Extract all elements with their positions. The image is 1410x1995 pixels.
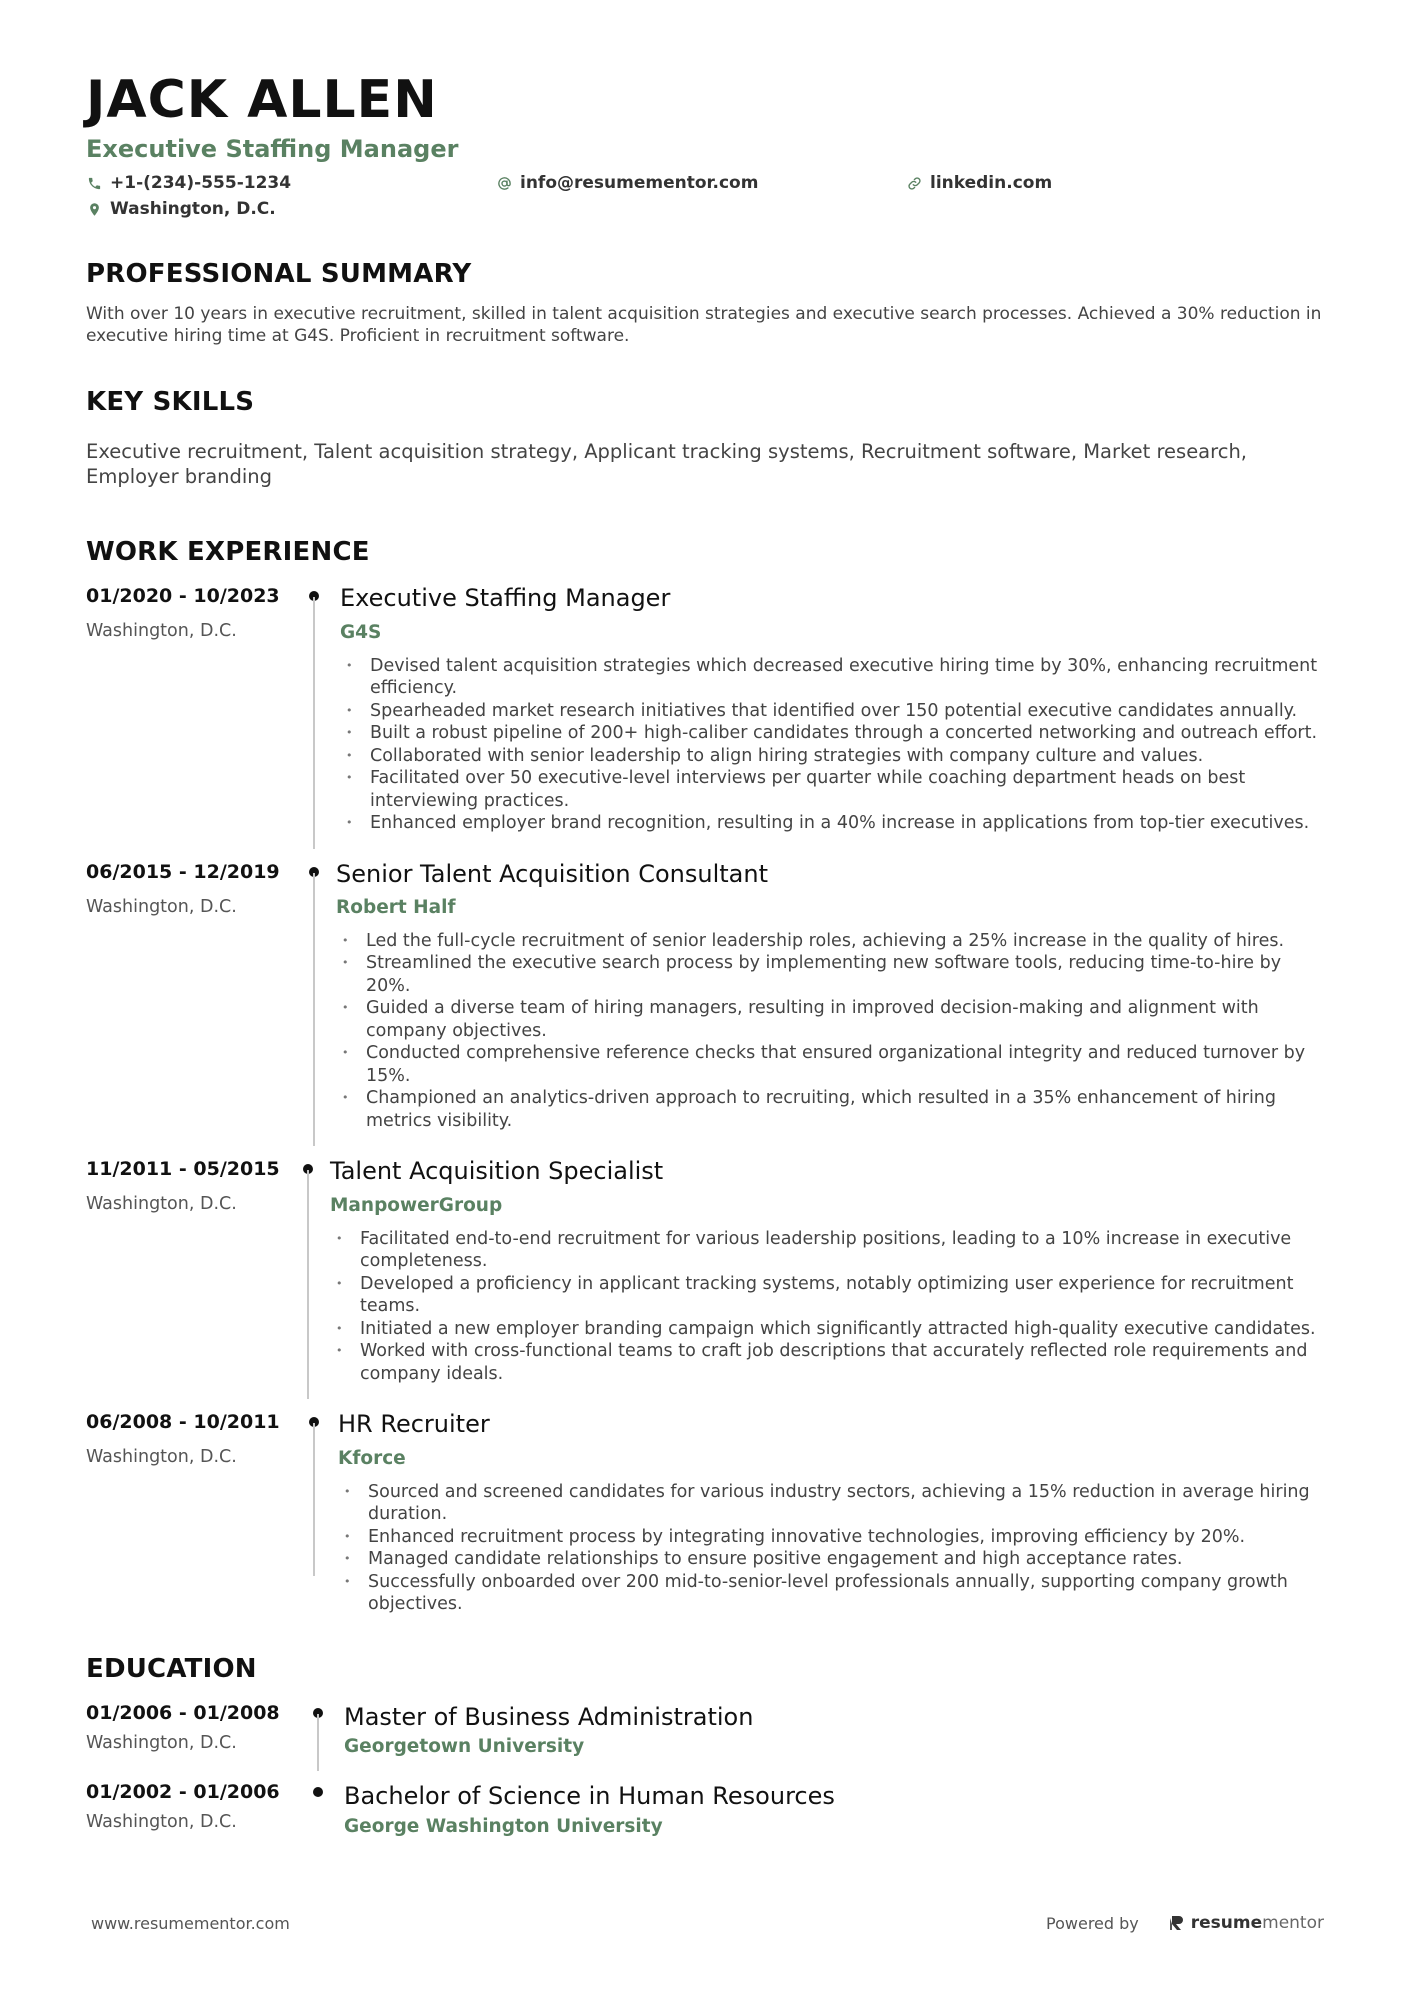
page-footer <box>91 1913 1324 1933</box>
education-meta <box>86 1781 286 1836</box>
experience-bullets <box>338 1481 1324 1616</box>
experience-details <box>340 585 1324 834</box>
at-icon <box>496 175 512 191</box>
experience-company: Kforce <box>338 1447 406 1469</box>
education-school: George Washington University <box>344 1815 663 1837</box>
experience-details <box>336 861 1324 1133</box>
timeline-rail <box>286 585 340 834</box>
education-heading: EDUCATION <box>86 1653 257 1684</box>
experience-dates: 06/2015 - 12/2019 <box>86 860 280 883</box>
experience-bullets <box>330 1228 1324 1386</box>
bullet-item: • Worked with cross-functional teams to craft job descriptions that accurately reflected role requirements and company ideals. <box>330 1340 1324 1385</box>
timeline-dot <box>313 1787 323 1797</box>
contact-phone <box>86 173 496 193</box>
powered-by <box>1046 1913 1324 1933</box>
experience-meta <box>86 861 286 1133</box>
education-dates: 01/2002 - 01/2006 <box>86 1781 280 1804</box>
experience-entry <box>86 585 1324 834</box>
bullet-item: • Facilitated over 50 executive-level interviews per quarter while coaching department heads on best interviewing practices. <box>340 767 1324 812</box>
education-school: Georgetown University <box>344 1736 585 1758</box>
timeline-line <box>317 1714 319 1771</box>
link-icon <box>906 175 922 191</box>
experience-location: Washington, D.C. <box>86 1194 237 1215</box>
experience-details <box>330 1158 1324 1385</box>
bullet-item: • Streamlined the executive search process by implementing new software tools, reducing time-to-hire by 20%. <box>336 952 1324 997</box>
experience-entry <box>86 1158 1324 1385</box>
experience-meta <box>86 1411 286 1615</box>
bullet-item: • Enhanced employer brand recognition, resulting in a 40% increase in applications from top-tier executives. <box>340 812 1324 835</box>
brand-name-b: mentor <box>1262 1913 1324 1933</box>
bullet-item: • Initiated a new employer branding campaign which significantly attracted high-quality executive candidates. <box>330 1318 1324 1341</box>
contact-linkedin <box>906 173 1206 193</box>
experience-location: Washington, D.C. <box>86 896 237 917</box>
education-details <box>344 1781 1324 1836</box>
experience-bullets <box>336 930 1324 1133</box>
linkedin-text: linkedin.com <box>930 173 1053 194</box>
summary-heading: PROFESSIONAL SUMMARY <box>86 259 472 290</box>
location-text: Washington, D.C. <box>110 199 276 220</box>
experience-list <box>86 585 1324 1616</box>
timeline-line <box>307 1170 309 1399</box>
bullet-item: • Managed candidate relationships to ensure positive engagement and high acceptance rates. <box>338 1548 1324 1571</box>
experience-role: Senior Talent Acquisition Consultant <box>336 859 768 888</box>
experience-role: Executive Staffing Manager <box>340 584 671 613</box>
bullet-item: • Collaborated with senior leadership to align hiring strategies with company culture and values. <box>340 745 1324 768</box>
experience-entry <box>86 1411 1324 1615</box>
timeline-rail <box>286 1411 338 1615</box>
experience-bullets <box>340 655 1324 835</box>
powered-by-label: Powered by <box>1046 1913 1139 1933</box>
timeline-line <box>313 597 315 848</box>
skills-text: Executive recruitment, Talent acquisition strategy, Applicant tracking systems, Recruitment software, Market research, Employer branding <box>86 440 1248 489</box>
experience-company: Robert Half <box>336 896 456 918</box>
bullet-item: • Enhanced recruitment process by integrating innovative technologies, improving efficiency by 20%. <box>338 1526 1324 1549</box>
summary-text: With over 10 years in executive recruitment, skilled in talent acquisition strategies and executive search processes. Achieved a 30% reduction in executive hiring time at G4S. Proficient in recruitment software. <box>86 304 1322 347</box>
skills-heading: KEY SKILLS <box>86 387 255 418</box>
bullet-item: • Led the full-cycle recruitment of senior leadership roles, achieving a 25% increase in the quality of hires. <box>336 930 1324 953</box>
education-degree: Master of Business Administration <box>344 1702 754 1731</box>
education-entry <box>86 1781 1324 1836</box>
bullet-item: • Conducted comprehensive reference checks that ensured organizational integrity and reduced turnover by 15%. <box>336 1042 1324 1087</box>
experience-role: Talent Acquisition Specialist <box>330 1157 664 1186</box>
education-details <box>344 1702 1324 1757</box>
bullet-item: • Developed a proficiency in applicant tracking systems, notably optimizing user experience for recruitment teams. <box>330 1273 1324 1318</box>
experience-dates: 11/2011 - 05/2015 <box>86 1158 280 1181</box>
contact-info <box>86 173 1324 219</box>
brand-logo[interactable] <box>1169 1913 1324 1933</box>
experience-role: HR Recruiter <box>338 1410 490 1439</box>
bullet-item: • Guided a diverse team of hiring managers, resulting in improved decision-making and alignment with company objectives. <box>336 997 1324 1042</box>
resumementor-logo-icon <box>1169 1914 1185 1932</box>
experience-location: Washington, D.C. <box>86 1447 237 1468</box>
bullet-item: • Facilitated end-to-end recruitment for various leadership positions, leading to a 10% increase in executive completeness. <box>330 1228 1324 1273</box>
education-entry <box>86 1702 1324 1757</box>
education-degree: Bachelor of Science in Human Resources <box>344 1782 835 1811</box>
bullet-item: • Spearheaded market research initiatives that identified over 150 potential executive candidates annually. <box>340 700 1324 723</box>
experience-details <box>338 1411 1324 1615</box>
education-dates: 01/2006 - 01/2008 <box>86 1701 280 1724</box>
education-meta <box>86 1702 286 1757</box>
education-list <box>86 1702 1324 1837</box>
timeline-rail <box>286 861 336 1133</box>
experience-heading: WORK EXPERIENCE <box>86 537 370 568</box>
timeline-rail <box>286 1781 344 1836</box>
experience-entry <box>86 861 1324 1133</box>
contact-email <box>496 173 906 193</box>
experience-company: ManpowerGroup <box>330 1194 503 1216</box>
timeline-rail <box>286 1702 344 1757</box>
location-pin-icon <box>86 201 102 217</box>
experience-dates: 01/2020 - 10/2023 <box>86 585 280 608</box>
experience-company: G4S <box>340 621 382 643</box>
bullet-item: • Sourced and screened candidates for various industry sectors, achieving a 15% reduction in average hiring duration. <box>338 1481 1324 1526</box>
experience-location: Washington, D.C. <box>86 621 237 642</box>
candidate-name: JACK ALLEN <box>86 70 438 130</box>
phone-text: +1-(234)-555-1234 <box>110 173 292 194</box>
education-location: Washington, D.C. <box>86 1812 237 1833</box>
bullet-item: • Devised talent acquisition strategies which decreased executive hiring time by 30%, enhancing recruitment efficiency. <box>340 655 1324 700</box>
experience-meta <box>86 585 286 834</box>
footer-website[interactable]: www.resumementor.com <box>91 1913 290 1933</box>
bullet-item: • Successfully onboarded over 200 mid-to-senior-level professionals annually, supporting company growth objectives. <box>338 1571 1324 1616</box>
education-location: Washington, D.C. <box>86 1732 237 1753</box>
experience-dates: 06/2008 - 10/2011 <box>86 1411 280 1434</box>
experience-meta <box>86 1158 286 1385</box>
contact-location <box>86 199 496 219</box>
timeline-rail <box>286 1158 330 1385</box>
timeline-line <box>313 1423 315 1575</box>
candidate-title: Executive Staffing Manager <box>86 135 459 164</box>
phone-icon <box>86 175 102 191</box>
brand-name-a: resume <box>1190 1913 1263 1933</box>
bullet-item: • Championed an analytics-driven approach to recruiting, which resulted in a 35% enhancement of hiring metrics visibility. <box>336 1087 1324 1132</box>
bullet-item: • Built a robust pipeline of 200+ high-caliber candidates through a concerted networking and outreach effort. <box>340 722 1324 745</box>
timeline-line <box>313 873 315 1147</box>
email-text: info@resumementor.com <box>520 173 759 194</box>
